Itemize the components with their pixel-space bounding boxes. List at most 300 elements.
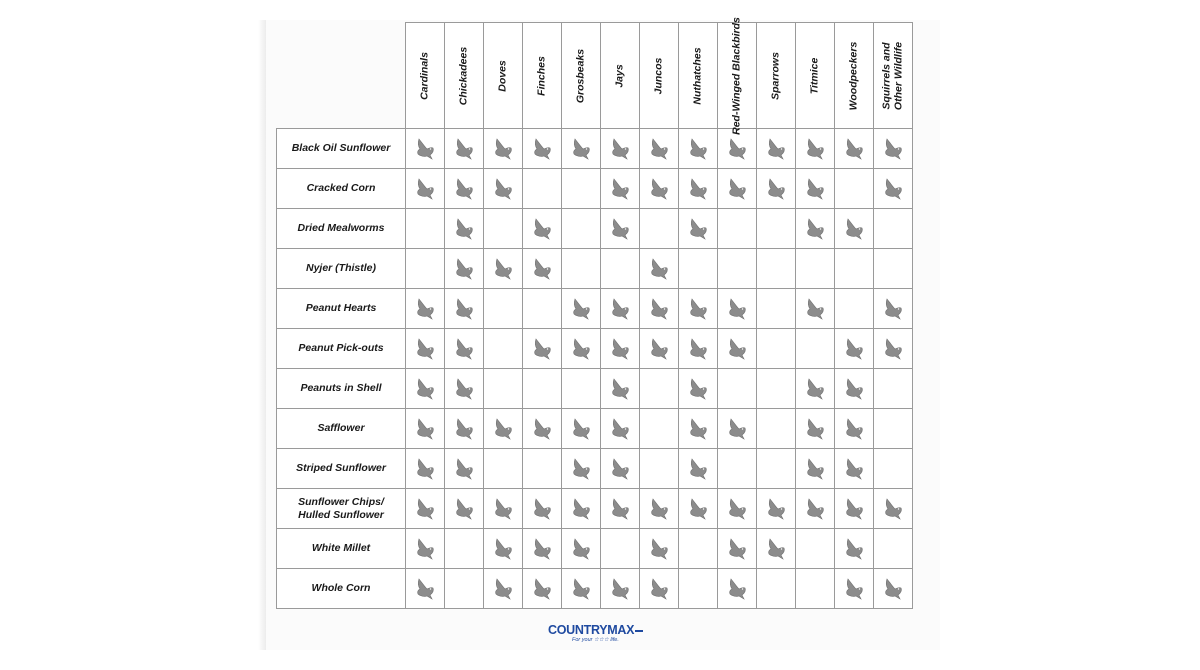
table-cell [406,209,445,249]
column-header-squirrels-and-other-wildlife [874,23,913,129]
bird-silhouette-icon [406,498,444,520]
table-row [277,129,913,169]
table-cell [757,569,796,609]
row-label-peanuts-in-shell: Peanuts in Shell [277,369,406,409]
bird-silhouette-icon [406,458,444,480]
brand-name: COUNTRYMAX [548,624,648,637]
table-cell [835,529,874,569]
table-cell [445,329,484,369]
table-cell [835,569,874,609]
table-cell [679,209,718,249]
row-label-white-millet: White Millet [277,529,406,569]
bird-silhouette-icon [640,178,678,200]
table-cell [874,249,913,289]
table-cell [601,369,640,409]
table-cell [601,289,640,329]
bird-silhouette-icon [484,538,522,560]
bird-silhouette-icon [835,578,873,600]
column-header-red-winged-blackbirds [718,16,757,135]
table-cell [406,409,445,449]
table-cell [601,569,640,609]
column-label: Chickadees [457,46,470,105]
table-cell [640,249,679,289]
bird-silhouette-icon [796,138,834,160]
table-cell [523,129,562,169]
table-cell [523,369,562,409]
table-cell [523,169,562,209]
bird-silhouette-icon [835,418,873,440]
table-cell [562,169,601,209]
table-cell [406,169,445,209]
table-cell [484,409,523,449]
table-cell [562,529,601,569]
bird-silhouette-icon [406,338,444,360]
table-cell [601,129,640,169]
bird-silhouette-icon [640,498,678,520]
table-cell [718,489,757,529]
table-cell [874,289,913,329]
table-cell [562,489,601,529]
table-cell [406,129,445,169]
table-cell [601,489,640,529]
bird-silhouette-icon [445,498,483,520]
table-cell [874,489,913,529]
table-cell [640,409,679,449]
table-row [277,369,913,409]
bird-silhouette-icon [835,498,873,520]
table-cell [679,569,718,609]
table-cell [757,249,796,289]
bird-silhouette-icon [406,378,444,400]
bird-silhouette-icon [601,578,639,600]
table-cell [718,329,757,369]
table-cell [796,529,835,569]
column-header-cardinals [406,23,445,129]
table-cell [640,489,679,529]
table-cell [874,329,913,369]
bird-silhouette-icon [523,218,561,240]
table-cell [484,449,523,489]
column-header-grosbeaks [562,23,601,129]
bird-silhouette-icon [523,418,561,440]
bird-silhouette-icon [523,138,561,160]
bird-silhouette-icon [601,498,639,520]
table-cell [718,409,757,449]
table-cell [445,569,484,609]
bird-silhouette-icon [796,378,834,400]
table-cell [562,409,601,449]
table-cell [445,489,484,529]
column-label: Red-Winged Blackbirds [730,16,743,135]
table-cell [640,569,679,609]
bird-silhouette-icon [562,298,600,320]
bird-silhouette-icon [601,178,639,200]
bird-silhouette-icon [640,538,678,560]
column-header-chickadees [445,23,484,129]
table-cell [640,449,679,489]
feed-preference-table [276,16,913,609]
table-cell [796,369,835,409]
bird-silhouette-icon [523,338,561,360]
page-edge-shadow [258,20,266,650]
column-label: Finches [535,55,548,96]
countrymax-logo [548,624,648,644]
table-cell [679,529,718,569]
bird-silhouette-icon [406,298,444,320]
bird-silhouette-icon [562,498,600,520]
bird-silhouette-icon [562,418,600,440]
table-cell [445,409,484,449]
bird-silhouette-icon [679,378,717,400]
table-cell [718,369,757,409]
table-cell [523,569,562,609]
column-label: Cardinals [418,51,431,100]
bird-silhouette-icon [562,338,600,360]
table-cell [874,369,913,409]
table-cell [406,329,445,369]
column-label: Juncos [652,57,665,94]
row-label-sunflower-chips-hulled-sunflower: Sunflower Chips/ Hulled Sunflower [277,489,406,529]
table-cell [445,449,484,489]
table-cell [757,409,796,449]
bird-silhouette-icon [484,498,522,520]
bird-silhouette-icon [601,138,639,160]
table-cell [718,249,757,289]
table-cell [874,209,913,249]
seed-rows [277,129,913,609]
bird-silhouette-icon [796,178,834,200]
bird-silhouette-icon [445,218,483,240]
table-cell [835,129,874,169]
bird-silhouette-icon [640,138,678,160]
table-cell [484,489,523,529]
table-cell [562,369,601,409]
bird-silhouette-icon [679,218,717,240]
bird-silhouette-icon [445,378,483,400]
bird-silhouette-icon [562,138,600,160]
table-cell [796,489,835,529]
bird-silhouette-icon [874,178,912,200]
bird-silhouette-icon [796,498,834,520]
bird-silhouette-icon [835,138,873,160]
table-cell [406,369,445,409]
table-cell [679,169,718,209]
bird-silhouette-icon [640,258,678,280]
bird-silhouette-icon [484,258,522,280]
bird-silhouette-icon [601,218,639,240]
row-label-black-oil-sunflower: Black Oil Sunflower [277,129,406,169]
table-cell [718,529,757,569]
bird-silhouette-icon [718,538,756,560]
bird-silhouette-icon [835,538,873,560]
table-cell [406,449,445,489]
table-cell [601,529,640,569]
bird-silhouette-icon [406,418,444,440]
bird-silhouette-icon [718,178,756,200]
bird-silhouette-icon [445,138,483,160]
table-cell [640,129,679,169]
table-cell [874,449,913,489]
column-header-finches [523,23,562,129]
table-cell [562,249,601,289]
column-header-nuthatches [679,23,718,129]
bird-silhouette-icon [601,418,639,440]
bird-silhouette-icon [484,138,522,160]
column-label: Squirrels and Other Wildlife [880,41,904,110]
page-margin [0,0,262,670]
column-header-sparrows [757,23,796,129]
table-cell [796,249,835,289]
table-cell [757,449,796,489]
table-cell [874,129,913,169]
table-cell [523,329,562,369]
table-cell [445,209,484,249]
table-cell [601,169,640,209]
table-cell [835,209,874,249]
column-label: Woodpeckers [847,41,860,110]
row-label-safflower: Safflower [277,409,406,449]
column-header-jays [601,23,640,129]
bird-silhouette-icon [523,538,561,560]
table-cell [874,569,913,609]
bird-silhouette-icon [445,338,483,360]
bird-silhouette-icon [718,338,756,360]
bird-silhouette-icon [835,458,873,480]
bird-header-row [277,23,913,129]
bird-silhouette-icon [640,338,678,360]
row-label-nyjer-thistle: Nyjer (Thistle) [277,249,406,289]
table-cell [679,369,718,409]
bird-silhouette-icon [601,338,639,360]
table-cell [523,209,562,249]
bird-silhouette-icon [835,378,873,400]
table-cell [406,489,445,529]
table-cell [640,529,679,569]
table-cell [796,569,835,609]
table-cell [835,329,874,369]
table-row [277,569,913,609]
bird-silhouette-icon [874,298,912,320]
bird-silhouette-icon [601,378,639,400]
table-row [277,489,913,529]
table-cell [835,289,874,329]
column-label: Sparrows [769,51,782,100]
table-corner [277,23,406,129]
bird-silhouette-icon [757,498,795,520]
table-cell [757,289,796,329]
table-cell [796,449,835,489]
table-cell [445,289,484,329]
row-label-peanut-hearts: Peanut Hearts [277,289,406,329]
table-row [277,409,913,449]
table-cell [757,209,796,249]
table-cell [679,249,718,289]
bird-silhouette-icon [406,538,444,560]
bird-silhouette-icon [718,138,756,160]
table-cell [445,169,484,209]
bird-silhouette-icon [445,458,483,480]
bird-silhouette-icon [523,258,561,280]
table-cell [718,169,757,209]
bird-silhouette-icon [679,178,717,200]
bird-silhouette-icon [874,578,912,600]
column-label: Grosbeaks [574,48,587,103]
table-cell [679,129,718,169]
table-cell [601,409,640,449]
table-cell [718,449,757,489]
table-cell [562,129,601,169]
table-cell [445,249,484,289]
bird-silhouette-icon [718,498,756,520]
table-cell [796,169,835,209]
table-cell [640,329,679,369]
table-cell [562,449,601,489]
table-cell [484,529,523,569]
table-cell [406,249,445,289]
table-row [277,169,913,209]
table-cell [718,209,757,249]
bird-silhouette-icon [679,338,717,360]
table-cell [406,289,445,329]
bird-silhouette-icon [445,258,483,280]
bird-silhouette-icon [718,298,756,320]
table-cell [835,169,874,209]
table-cell [484,249,523,289]
bird-silhouette-icon [445,298,483,320]
table-cell [718,569,757,609]
table-cell [679,289,718,329]
bird-silhouette-icon [406,578,444,600]
bird-silhouette-icon [796,418,834,440]
brand-tagline: For your ☆☆☆ life. [572,637,619,643]
table-cell [874,409,913,449]
table-cell [562,569,601,609]
bird-silhouette-icon [523,578,561,600]
table-cell [640,289,679,329]
table-cell [757,369,796,409]
bird-silhouette-icon [874,338,912,360]
column-header-juncos [640,23,679,129]
table-cell [757,169,796,209]
bird-silhouette-icon [796,298,834,320]
table-cell [757,329,796,369]
bird-silhouette-icon [601,298,639,320]
table-cell [562,329,601,369]
row-label-peanut-pick-outs: Peanut Pick-outs [277,329,406,369]
table-cell [523,249,562,289]
table-cell [523,449,562,489]
bird-silhouette-icon [601,458,639,480]
bird-silhouette-icon [796,218,834,240]
table-cell [484,289,523,329]
table-cell [835,249,874,289]
bird-silhouette-icon [562,458,600,480]
table-cell [874,169,913,209]
table-cell [484,569,523,609]
table-cell [601,329,640,369]
table-cell [718,289,757,329]
bird-silhouette-icon [406,178,444,200]
bird-silhouette-icon [562,538,600,560]
table-cell [445,529,484,569]
table-cell [757,489,796,529]
table-cell [835,409,874,449]
bird-silhouette-icon [484,578,522,600]
bird-silhouette-icon [718,578,756,600]
table-cell [523,529,562,569]
column-label: Nuthatches [691,46,704,105]
bird-silhouette-icon [757,138,795,160]
bird-silhouette-icon [445,418,483,440]
table-cell [796,129,835,169]
bird-silhouette-icon [562,578,600,600]
table-cell [562,289,601,329]
column-header-titmice [796,23,835,129]
bird-silhouette-icon [484,418,522,440]
table-cell [523,489,562,529]
bird-silhouette-icon [445,178,483,200]
column-header-woodpeckers [835,23,874,129]
table-cell [679,489,718,529]
table-cell [679,329,718,369]
column-label: Jays [613,63,626,88]
table-cell [484,129,523,169]
table-row [277,209,913,249]
table-cell [445,369,484,409]
row-label-cracked-corn: Cracked Corn [277,169,406,209]
table-cell [757,129,796,169]
bird-silhouette-icon [757,538,795,560]
bird-silhouette-icon [640,298,678,320]
table-cell [406,569,445,609]
table-cell [484,369,523,409]
table-cell [640,369,679,409]
table-cell [835,369,874,409]
bird-silhouette-icon [640,578,678,600]
table-row [277,529,913,569]
table-row [277,449,913,489]
bird-silhouette-icon [718,418,756,440]
bird-silhouette-icon [796,458,834,480]
bird-silhouette-icon [874,498,912,520]
table-row [277,329,913,369]
table-cell [484,329,523,369]
table-cell [757,529,796,569]
table-cell [601,449,640,489]
column-label: Titmice [808,57,821,94]
table-cell [640,209,679,249]
table-cell [484,209,523,249]
table-cell [445,129,484,169]
table-cell [874,529,913,569]
bird-silhouette-icon [679,498,717,520]
table-cell [835,449,874,489]
table-cell [523,409,562,449]
table-cell [796,329,835,369]
column-label: Doves [496,59,509,92]
table-row [277,249,913,289]
bird-silhouette-icon [679,418,717,440]
bird-silhouette-icon [406,138,444,160]
bird-silhouette-icon [679,138,717,160]
table-cell [601,249,640,289]
bird-silhouette-icon [679,298,717,320]
table-cell [796,289,835,329]
table-cell [601,209,640,249]
bird-silhouette-icon [757,178,795,200]
table-cell [796,409,835,449]
row-label-whole-corn: Whole Corn [277,569,406,609]
